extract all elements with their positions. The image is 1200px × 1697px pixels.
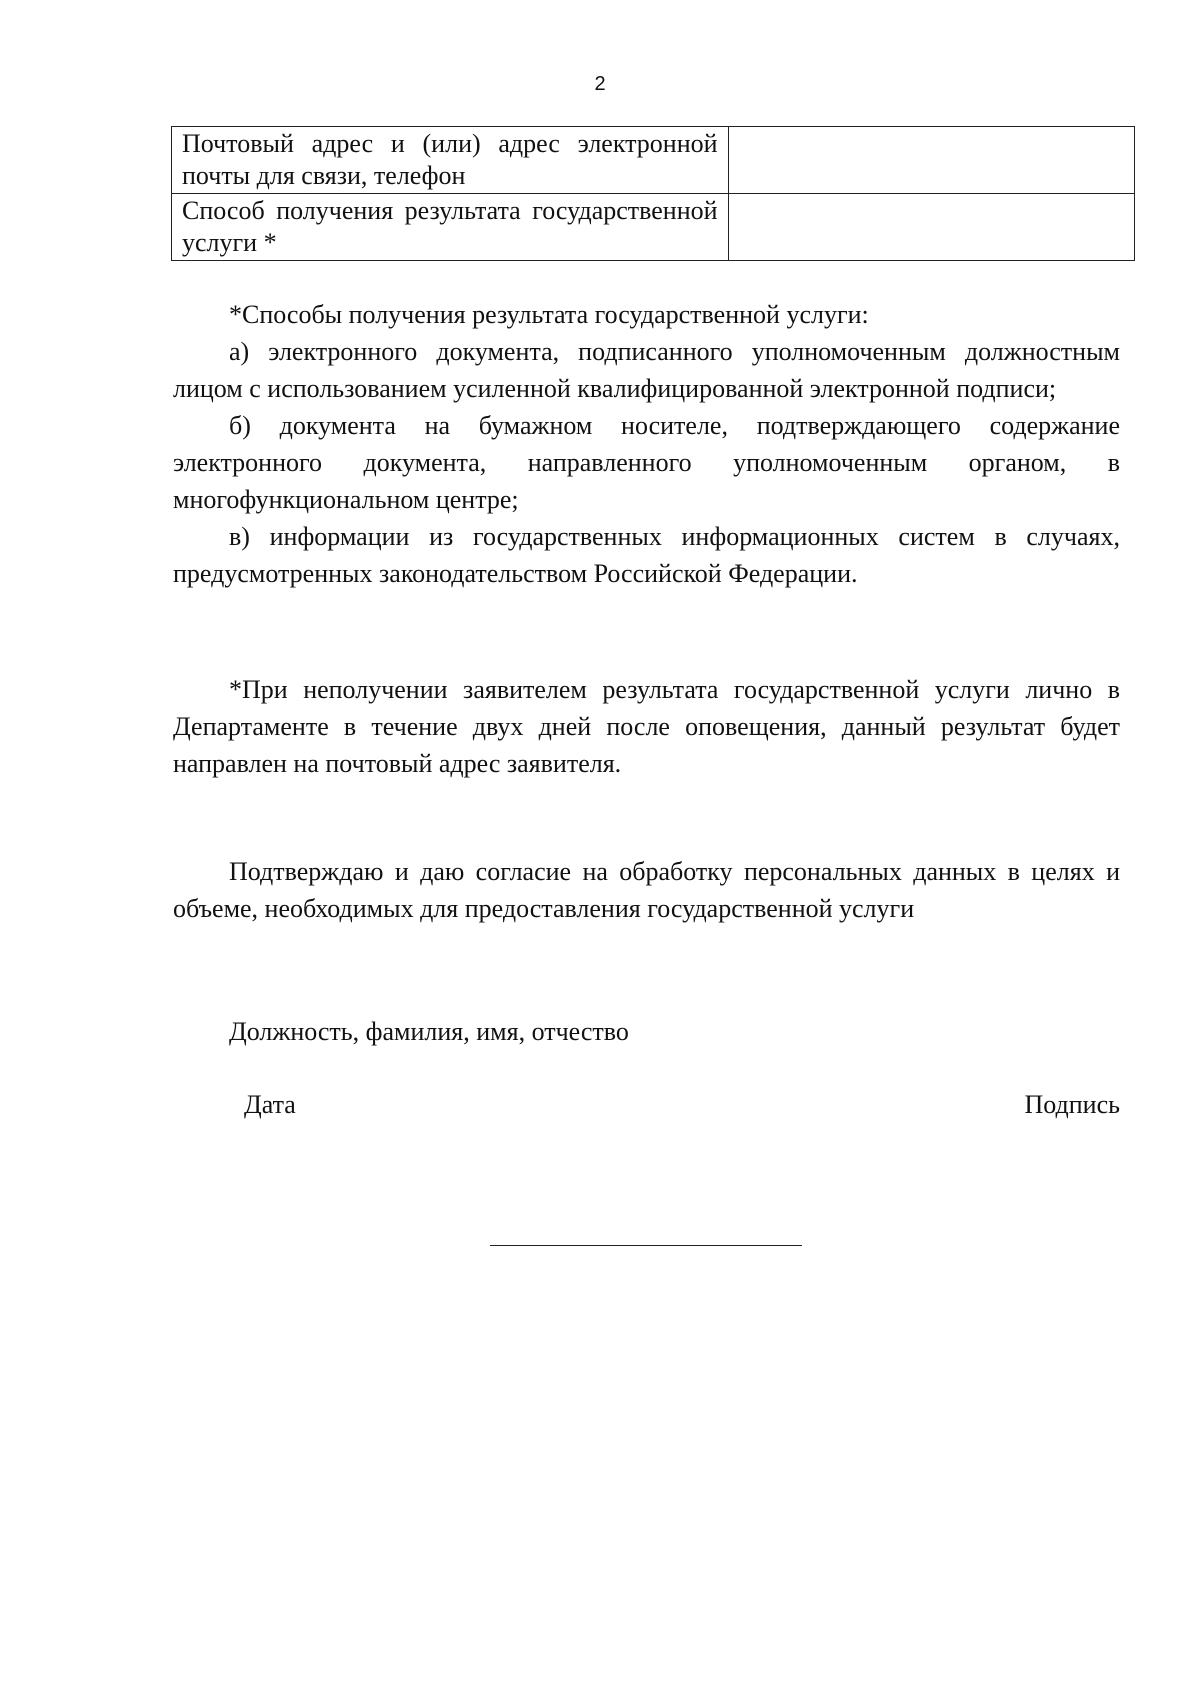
table-row	[172, 127, 1135, 194]
page-number: 2	[594, 73, 606, 95]
nonreceipt-note: *При неполучении заявителем результата государственной услуги лично в Департаменте в течение двух дней после оповещения, данный результат будет направлен на почтовый адрес заявителя.	[173, 675, 1120, 778]
consent-block	[173, 853, 1120, 927]
signature-label: Подпись	[1024, 1090, 1120, 1119]
notes-heading: *Способы получения результата государственной услуги:	[229, 300, 869, 329]
table-row	[172, 194, 1135, 261]
consent-text: Подтверждаю и даю согласие на обработку персональных данных в целях и объеме, необходимых для предоставления государственной услуги	[173, 857, 1120, 923]
date-label: Дата	[244, 1090, 296, 1119]
result-method-label: Способ получения результата государственной услуги *	[172, 194, 729, 261]
notes-item-b: б) документа на бумажном носителе, подтверждающего содержание электронного документа, направленного уполномоченным органом, в многофункциональном центре;	[173, 411, 1120, 514]
nonreceipt-note-block	[173, 671, 1120, 782]
applicant-info-table	[171, 126, 1135, 261]
result-methods-notes	[173, 296, 1120, 592]
end-divider	[490, 1245, 802, 1246]
contact-address-label: Почтовый адрес и (или) адрес электронной почты для связи, телефон	[172, 127, 729, 194]
notes-item-c: в) информации из государственных информационных систем в случаях, предусмотренных законодательством Российской Федерации.	[173, 522, 1120, 588]
notes-item-a: а) электронного документа, подписанного уполномоченным должностным лицом с использованием усиленной квалифицированной электронной подписи;	[173, 337, 1120, 403]
position-name-label: Должность, фамилия, имя, отчество	[229, 1017, 629, 1046]
result-method-value[interactable]	[728, 194, 1134, 261]
contact-address-value[interactable]	[728, 127, 1134, 194]
